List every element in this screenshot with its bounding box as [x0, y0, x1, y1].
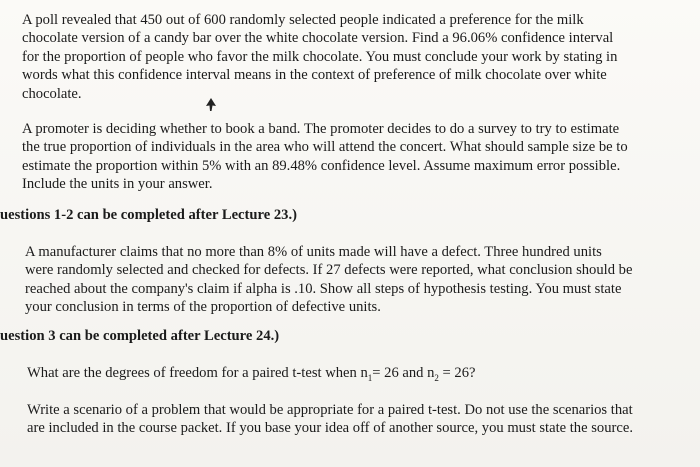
problem-4-suffix: = 26? [438, 365, 476, 381]
problem-1-line: A poll revealed that 450 out of 600 randomly selected people indicated a preference for the milk [22, 12, 584, 28]
section-heading-lecture-24: uestion 3 can be completed after Lecture 24.) [0, 328, 280, 344]
problem-2-line: A promoter is deciding whether to book a band. The promoter decides to do a survey to try to estimate [22, 121, 620, 137]
problem-3-line: your conclusion in terms of the proportion of defective units. [25, 299, 381, 316]
problem-1-line: chocolate version of a candy bar over the white chocolate version. Find a 96.06% confidence interval [22, 30, 614, 47]
problem-3-text [25, 243, 632, 317]
problem-3-line: were randomly selected and checked for defects. If 27 defects were reported, what conclusion should be [25, 262, 633, 279]
problem-2-line: Include the units in your answer. [22, 176, 213, 193]
problem-4-mid: = 26 and n [372, 365, 435, 381]
section-heading-lecture-23: uestions 1-2 can be completed after Lecture 23.) [0, 207, 297, 223]
problem-2-line: estimate the proportion within 5% with an 89.48% confidence level. Assume maximum error possible. [22, 157, 621, 174]
subscript-1: 1 [367, 372, 373, 383]
problem-1-line: chocolate. [22, 85, 82, 102]
problem-4-prefix: What are the degrees of freedom for a paired t-test when n [27, 365, 368, 381]
problem-4-text [27, 364, 476, 387]
pointer-cursor-icon [204, 97, 218, 113]
subscript-2: 2 [434, 372, 439, 383]
problem-1-text [22, 11, 617, 103]
problem-3-line: A manufacturer claims that no more than 8% of units made will have a defect. Three hundred units [25, 244, 602, 260]
problem-3-line: reached about the company's claim if alpha is .10. Show all steps of hypothesis testing. You must state [25, 280, 622, 297]
problem-4-line [27, 364, 476, 387]
problem-5-line: are included in the course packet. If you base your idea off of another source, you must state the source. [27, 420, 633, 437]
problem-2-text [22, 120, 628, 194]
problem-2-line: the true proportion of individuals in the area who will attend the concert. What should sample size be to [22, 139, 628, 156]
problem-1-line: words what this confidence interval means in the context of preference of milk chocolate over white [22, 67, 607, 84]
problem-5-line: Write a scenario of a problem that would be appropriate for a paired t-test. Do not use the scenarios that [27, 402, 633, 418]
problem-1-line: for the proportion of people who favor the milk chocolate. You must conclude your work by stating in [22, 48, 618, 65]
problem-5-text [27, 401, 633, 438]
